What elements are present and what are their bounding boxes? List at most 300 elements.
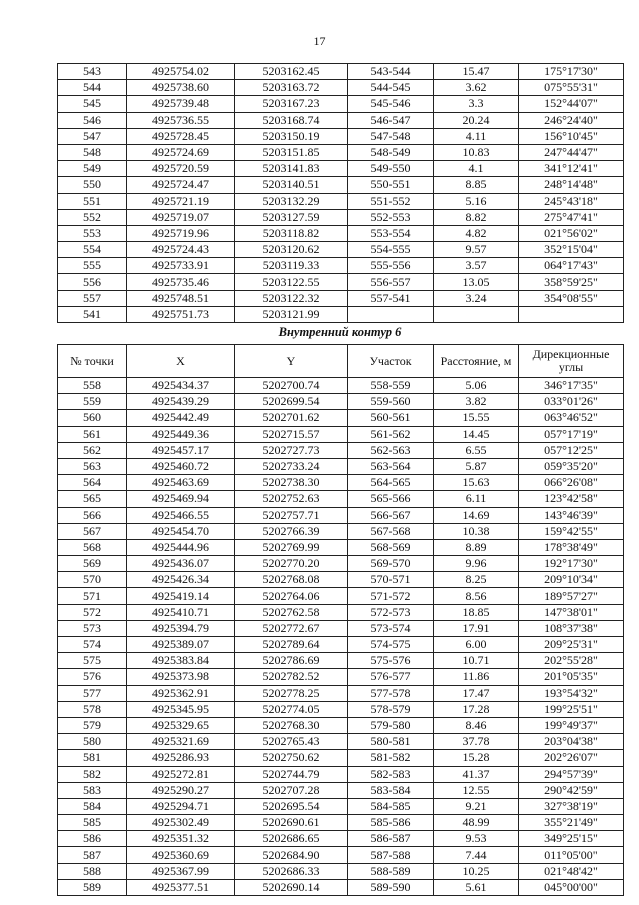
cell-y: 5202766.39 <box>235 523 348 539</box>
cell-segment <box>348 306 434 322</box>
section-title: Внутренний контур 6 <box>278 325 402 339</box>
cell-x: 4925724.43 <box>127 242 235 258</box>
cell-y: 5203167.23 <box>235 96 348 112</box>
cell-y: 5202750.62 <box>235 750 348 766</box>
table-row <box>58 458 624 474</box>
cell-segment: 587-588 <box>348 847 434 863</box>
cell-bearing: 199°25'51" <box>519 701 624 717</box>
table-row <box>58 64 624 80</box>
cell-point-number: 578 <box>58 701 127 717</box>
cell-x: 4925383.84 <box>127 653 235 669</box>
table-row <box>58 144 624 160</box>
coordinates-table-inner-contour-6-body <box>58 378 624 896</box>
cell-point-number: 564 <box>58 475 127 491</box>
cell-y: 5203127.59 <box>235 209 348 225</box>
cell-distance: 9.53 <box>434 831 519 847</box>
table-row <box>58 112 624 128</box>
cell-point-number: 559 <box>58 394 127 410</box>
cell-point-number: 568 <box>58 539 127 555</box>
cell-x: 4925394.79 <box>127 620 235 636</box>
cell-bearing: 175°17'30" <box>519 64 624 80</box>
cell-distance: 9.57 <box>434 242 519 258</box>
cell-bearing: 202°26'07" <box>519 750 624 766</box>
table-row <box>58 426 624 442</box>
cell-x: 4925719.96 <box>127 225 235 241</box>
table-row <box>58 80 624 96</box>
cell-distance: 15.47 <box>434 64 519 80</box>
cell-distance: 11.86 <box>434 669 519 685</box>
cell-distance: 9.21 <box>434 798 519 814</box>
cell-bearing: 064°17'43" <box>519 258 624 274</box>
cell-point-number: 551 <box>58 193 127 209</box>
cell-x: 4925720.59 <box>127 161 235 177</box>
cell-x: 4925454.70 <box>127 523 235 539</box>
cell-segment: 554-555 <box>348 242 434 258</box>
cell-x: 4925389.07 <box>127 637 235 653</box>
cell-x: 4925362.91 <box>127 685 235 701</box>
cell-bearing: 152°44'07" <box>519 96 624 112</box>
cell-bearing: 063°46'52" <box>519 410 624 426</box>
cell-distance: 17.91 <box>434 620 519 636</box>
cell-bearing <box>519 306 624 322</box>
cell-distance: 18.85 <box>434 604 519 620</box>
table-row <box>58 378 624 394</box>
cell-y: 5202789.64 <box>235 637 348 653</box>
cell-distance: 15.55 <box>434 410 519 426</box>
cell-point-number: 579 <box>58 717 127 733</box>
cell-y: 5202686.65 <box>235 831 348 847</box>
cell-distance: 3.57 <box>434 258 519 274</box>
cell-segment: 545-546 <box>348 96 434 112</box>
cell-segment: 578-579 <box>348 701 434 717</box>
table-row <box>58 225 624 241</box>
cell-bearing: 189°57'27" <box>519 588 624 604</box>
table-row <box>58 717 624 733</box>
cell-y: 5203118.82 <box>235 225 348 241</box>
cell-bearing: 247°44'47" <box>519 144 624 160</box>
cell-distance: 8.85 <box>434 177 519 193</box>
table-row <box>58 491 624 507</box>
cell-point-number: 577 <box>58 685 127 701</box>
cell-distance: 10.38 <box>434 523 519 539</box>
cell-distance: 3.62 <box>434 80 519 96</box>
cell-segment: 550-551 <box>348 177 434 193</box>
cell-distance <box>434 306 519 322</box>
cell-y: 5202744.79 <box>235 766 348 782</box>
table-row <box>58 177 624 193</box>
cell-x: 4925457.17 <box>127 442 235 458</box>
page-number: 17 <box>313 34 326 48</box>
cell-segment: 586-587 <box>348 831 434 847</box>
cell-x: 4925286.93 <box>127 750 235 766</box>
cell-distance: 15.28 <box>434 750 519 766</box>
cell-segment: 576-577 <box>348 669 434 685</box>
header-distance: Расстояние, м <box>434 345 519 378</box>
cell-bearing: 021°48'42" <box>519 863 624 879</box>
cell-segment: 548-549 <box>348 144 434 160</box>
cell-y: 5202738.30 <box>235 475 348 491</box>
cell-segment: 553-554 <box>348 225 434 241</box>
cell-x: 4925377.51 <box>127 879 235 895</box>
table-row <box>58 274 624 290</box>
cell-point-number: 565 <box>58 491 127 507</box>
cell-distance: 8.89 <box>434 539 519 555</box>
cell-x: 4925738.60 <box>127 80 235 96</box>
cell-point-number: 587 <box>58 847 127 863</box>
cell-y: 5202700.74 <box>235 378 348 394</box>
cell-point-number: 586 <box>58 831 127 847</box>
cell-point-number: 544 <box>58 80 127 96</box>
cell-x: 4925294.71 <box>127 798 235 814</box>
table-row <box>58 556 624 572</box>
cell-bearing: 202°55'28" <box>519 653 624 669</box>
cell-point-number: 572 <box>58 604 127 620</box>
cell-y: 5203119.33 <box>235 258 348 274</box>
cell-bearing: 354°08'55" <box>519 290 624 306</box>
cell-x: 4925373.98 <box>127 669 235 685</box>
cell-x: 4925329.65 <box>127 717 235 733</box>
cell-segment: 573-574 <box>348 620 434 636</box>
cell-x: 4925302.49 <box>127 815 235 831</box>
cell-bearing: 248°14'48" <box>519 177 624 193</box>
cell-point-number: 556 <box>58 274 127 290</box>
cell-bearing: 209°10'34" <box>519 572 624 588</box>
table-row <box>58 879 624 895</box>
cell-bearing: 246°24'40" <box>519 112 624 128</box>
cell-segment: 559-560 <box>348 394 434 410</box>
header-point-number: № точки <box>58 345 127 378</box>
table-row <box>58 782 624 798</box>
cell-bearing: 294°57'39" <box>519 766 624 782</box>
coordinates-table-top <box>57 63 624 323</box>
cell-distance: 37.78 <box>434 734 519 750</box>
cell-point-number: 558 <box>58 378 127 394</box>
cell-point-number: 581 <box>58 750 127 766</box>
cell-y: 5202752.63 <box>235 491 348 507</box>
table-row <box>58 847 624 863</box>
cell-point-number: 545 <box>58 96 127 112</box>
cell-bearing: 290°42'59" <box>519 782 624 798</box>
cell-segment: 568-569 <box>348 539 434 555</box>
cell-x: 4925449.36 <box>127 426 235 442</box>
cell-distance: 20.24 <box>434 112 519 128</box>
cell-point-number: 570 <box>58 572 127 588</box>
cell-point-number: 549 <box>58 161 127 177</box>
cell-distance: 4.1 <box>434 161 519 177</box>
cell-segment: 567-568 <box>348 523 434 539</box>
cell-distance: 8.46 <box>434 717 519 733</box>
cell-segment: 585-586 <box>348 815 434 831</box>
cell-x: 4925463.69 <box>127 475 235 491</box>
cell-x: 4925735.46 <box>127 274 235 290</box>
cell-x: 4925739.48 <box>127 96 235 112</box>
cell-point-number: 553 <box>58 225 127 241</box>
table-row <box>58 750 624 766</box>
cell-x: 4925439.29 <box>127 394 235 410</box>
cell-distance: 17.47 <box>434 685 519 701</box>
cell-x: 4925410.71 <box>127 604 235 620</box>
cell-segment: 583-584 <box>348 782 434 798</box>
cell-y: 5202768.08 <box>235 572 348 588</box>
cell-y: 5202727.73 <box>235 442 348 458</box>
cell-y: 5202690.61 <box>235 815 348 831</box>
cell-y: 5202699.54 <box>235 394 348 410</box>
cell-segment: 558-559 <box>348 378 434 394</box>
cell-distance: 8.25 <box>434 572 519 588</box>
cell-bearing: 209°25'31" <box>519 637 624 653</box>
cell-x: 4925748.51 <box>127 290 235 306</box>
cell-segment: 544-545 <box>348 80 434 96</box>
cell-distance: 14.69 <box>434 507 519 523</box>
table-row <box>58 588 624 604</box>
cell-segment: 547-548 <box>348 128 434 144</box>
cell-distance: 17.28 <box>434 701 519 717</box>
cell-x: 4925367.99 <box>127 863 235 879</box>
cell-x: 4925345.95 <box>127 701 235 717</box>
cell-segment: 563-564 <box>348 458 434 474</box>
cell-bearing: 057°17'19" <box>519 426 624 442</box>
cell-y: 5202686.33 <box>235 863 348 879</box>
cell-bearing: 059°35'20" <box>519 458 624 474</box>
cell-point-number: 573 <box>58 620 127 636</box>
table-row <box>58 258 624 274</box>
cell-distance: 15.63 <box>434 475 519 491</box>
cell-x: 4925436.07 <box>127 556 235 572</box>
cell-x: 4925754.02 <box>127 64 235 80</box>
cell-segment: 564-565 <box>348 475 434 491</box>
table-row <box>58 653 624 669</box>
cell-y: 5202769.99 <box>235 539 348 555</box>
table-row <box>58 209 624 225</box>
cell-distance: 3.3 <box>434 96 519 112</box>
cell-segment: 570-571 <box>348 572 434 588</box>
cell-x: 4925469.94 <box>127 491 235 507</box>
cell-bearing: 275°47'41" <box>519 209 624 225</box>
cell-segment: 561-562 <box>348 426 434 442</box>
cell-bearing: 057°12'25" <box>519 442 624 458</box>
cell-bearing: 349°25'15" <box>519 831 624 847</box>
cell-y: 5202684.90 <box>235 847 348 863</box>
cell-bearing: 075°55'31" <box>519 80 624 96</box>
cell-segment: 543-544 <box>348 64 434 80</box>
cell-point-number: 567 <box>58 523 127 539</box>
cell-x: 4925736.55 <box>127 112 235 128</box>
header-segment: Участок <box>348 345 434 378</box>
cell-bearing: 199°49'37" <box>519 717 624 733</box>
cell-segment: 552-553 <box>348 209 434 225</box>
cell-bearing: 143°46'39" <box>519 507 624 523</box>
cell-x: 4925728.45 <box>127 128 235 144</box>
cell-y: 5202774.05 <box>235 701 348 717</box>
table-row <box>58 290 624 306</box>
cell-distance: 6.11 <box>434 491 519 507</box>
cell-bearing: 147°38'01" <box>519 604 624 620</box>
table-row <box>58 442 624 458</box>
cell-bearing: 358°59'25" <box>519 274 624 290</box>
cell-bearing: 193°54'32" <box>519 685 624 701</box>
table-row <box>58 637 624 653</box>
cell-point-number: 582 <box>58 766 127 782</box>
cell-x: 4925444.96 <box>127 539 235 555</box>
cell-x: 4925751.73 <box>127 306 235 322</box>
header-y: Y <box>235 345 348 378</box>
cell-y: 5203121.99 <box>235 306 348 322</box>
cell-segment: 569-570 <box>348 556 434 572</box>
cell-point-number: 584 <box>58 798 127 814</box>
table-row <box>58 798 624 814</box>
cell-bearing: 245°43'18" <box>519 193 624 209</box>
table-row <box>58 410 624 426</box>
coordinates-table-inner-contour-6 <box>57 344 624 896</box>
cell-x: 4925321.69 <box>127 734 235 750</box>
cell-y: 5202764.06 <box>235 588 348 604</box>
cell-point-number: 554 <box>58 242 127 258</box>
cell-y: 5202768.30 <box>235 717 348 733</box>
cell-bearing: 156°10'45" <box>519 128 624 144</box>
cell-point-number: 571 <box>58 588 127 604</box>
cell-point-number: 566 <box>58 507 127 523</box>
table-row <box>58 766 624 782</box>
table-row <box>58 242 624 258</box>
table-row <box>58 604 624 620</box>
cell-y: 5202786.69 <box>235 653 348 669</box>
cell-segment: 549-550 <box>348 161 434 177</box>
cell-y: 5203141.83 <box>235 161 348 177</box>
cell-segment: 560-561 <box>348 410 434 426</box>
cell-x: 4925460.72 <box>127 458 235 474</box>
cell-x: 4925721.19 <box>127 193 235 209</box>
cell-distance: 13.05 <box>434 274 519 290</box>
cell-point-number: 557 <box>58 290 127 306</box>
cell-point-number: 560 <box>58 410 127 426</box>
cell-distance: 6.55 <box>434 442 519 458</box>
cell-point-number: 552 <box>58 209 127 225</box>
cell-distance: 10.83 <box>434 144 519 160</box>
cell-y: 5202715.57 <box>235 426 348 442</box>
cell-bearing: 201°05'35" <box>519 669 624 685</box>
cell-y: 5202782.52 <box>235 669 348 685</box>
table-row <box>58 863 624 879</box>
cell-point-number: 585 <box>58 815 127 831</box>
cell-bearing: 066°26'08" <box>519 475 624 491</box>
cell-segment: 580-581 <box>348 734 434 750</box>
cell-distance: 9.96 <box>434 556 519 572</box>
table-row <box>58 572 624 588</box>
cell-x: 4925351.32 <box>127 831 235 847</box>
cell-y: 5203150.19 <box>235 128 348 144</box>
table-row <box>58 161 624 177</box>
cell-bearing: 346°17'35" <box>519 378 624 394</box>
table-row <box>58 475 624 491</box>
cell-segment: 562-563 <box>348 442 434 458</box>
cell-distance: 5.61 <box>434 879 519 895</box>
cell-distance: 6.00 <box>434 637 519 653</box>
cell-y: 5202707.28 <box>235 782 348 798</box>
cell-bearing: 203°04'38" <box>519 734 624 750</box>
cell-segment: 572-573 <box>348 604 434 620</box>
cell-point-number: 562 <box>58 442 127 458</box>
cell-point-number: 580 <box>58 734 127 750</box>
cell-bearing: 327°38'19" <box>519 798 624 814</box>
cell-y: 5203120.62 <box>235 242 348 258</box>
table-row <box>58 669 624 685</box>
cell-segment: 589-590 <box>348 879 434 895</box>
table-row <box>58 831 624 847</box>
cell-distance: 4.11 <box>434 128 519 144</box>
cell-x: 4925442.49 <box>127 410 235 426</box>
cell-bearing: 352°15'04" <box>519 242 624 258</box>
header-x: X <box>127 345 235 378</box>
cell-distance: 5.16 <box>434 193 519 209</box>
cell-distance: 3.82 <box>434 394 519 410</box>
cell-x: 4925434.37 <box>127 378 235 394</box>
cell-segment: 575-576 <box>348 653 434 669</box>
table-header-row <box>58 345 624 378</box>
cell-y: 5202701.62 <box>235 410 348 426</box>
cell-point-number: 543 <box>58 64 127 80</box>
cell-y: 5202770.20 <box>235 556 348 572</box>
cell-point-number: 541 <box>58 306 127 322</box>
table-row <box>58 193 624 209</box>
cell-point-number: 563 <box>58 458 127 474</box>
cell-y: 5203132.29 <box>235 193 348 209</box>
cell-segment: 566-567 <box>348 507 434 523</box>
cell-y: 5202757.71 <box>235 507 348 523</box>
cell-y: 5202733.24 <box>235 458 348 474</box>
cell-point-number: 589 <box>58 879 127 895</box>
cell-segment: 565-566 <box>348 491 434 507</box>
cell-y: 5203168.74 <box>235 112 348 128</box>
cell-point-number: 569 <box>58 556 127 572</box>
cell-point-number: 583 <box>58 782 127 798</box>
cell-point-number: 574 <box>58 637 127 653</box>
cell-x: 4925466.55 <box>127 507 235 523</box>
cell-distance: 10.25 <box>434 863 519 879</box>
cell-distance: 14.45 <box>434 426 519 442</box>
cell-distance: 8.82 <box>434 209 519 225</box>
table-row <box>58 620 624 636</box>
table-row <box>58 815 624 831</box>
table-row <box>58 685 624 701</box>
table-row <box>58 701 624 717</box>
cell-y: 5202690.14 <box>235 879 348 895</box>
cell-bearing: 021°56'02" <box>519 225 624 241</box>
cell-bearing: 159°42'55" <box>519 523 624 539</box>
cell-distance: 5.87 <box>434 458 519 474</box>
table-row <box>58 128 624 144</box>
cell-distance: 8.56 <box>434 588 519 604</box>
cell-y: 5203162.45 <box>235 64 348 80</box>
cell-x: 4925724.69 <box>127 144 235 160</box>
cell-point-number: 561 <box>58 426 127 442</box>
cell-distance: 12.55 <box>434 782 519 798</box>
cell-point-number: 546 <box>58 112 127 128</box>
cell-point-number: 588 <box>58 863 127 879</box>
cell-segment: 556-557 <box>348 274 434 290</box>
cell-x: 4925719.07 <box>127 209 235 225</box>
cell-point-number: 575 <box>58 653 127 669</box>
cell-y: 5202772.67 <box>235 620 348 636</box>
cell-x: 4925419.14 <box>127 588 235 604</box>
cell-x: 4925272.81 <box>127 766 235 782</box>
header-bearing: Дирекционные углы <box>519 345 624 378</box>
cell-segment: 582-583 <box>348 766 434 782</box>
cell-segment: 577-578 <box>348 685 434 701</box>
cell-x: 4925426.34 <box>127 572 235 588</box>
cell-point-number: 547 <box>58 128 127 144</box>
cell-y: 5202778.25 <box>235 685 348 701</box>
cell-distance: 41.37 <box>434 766 519 782</box>
